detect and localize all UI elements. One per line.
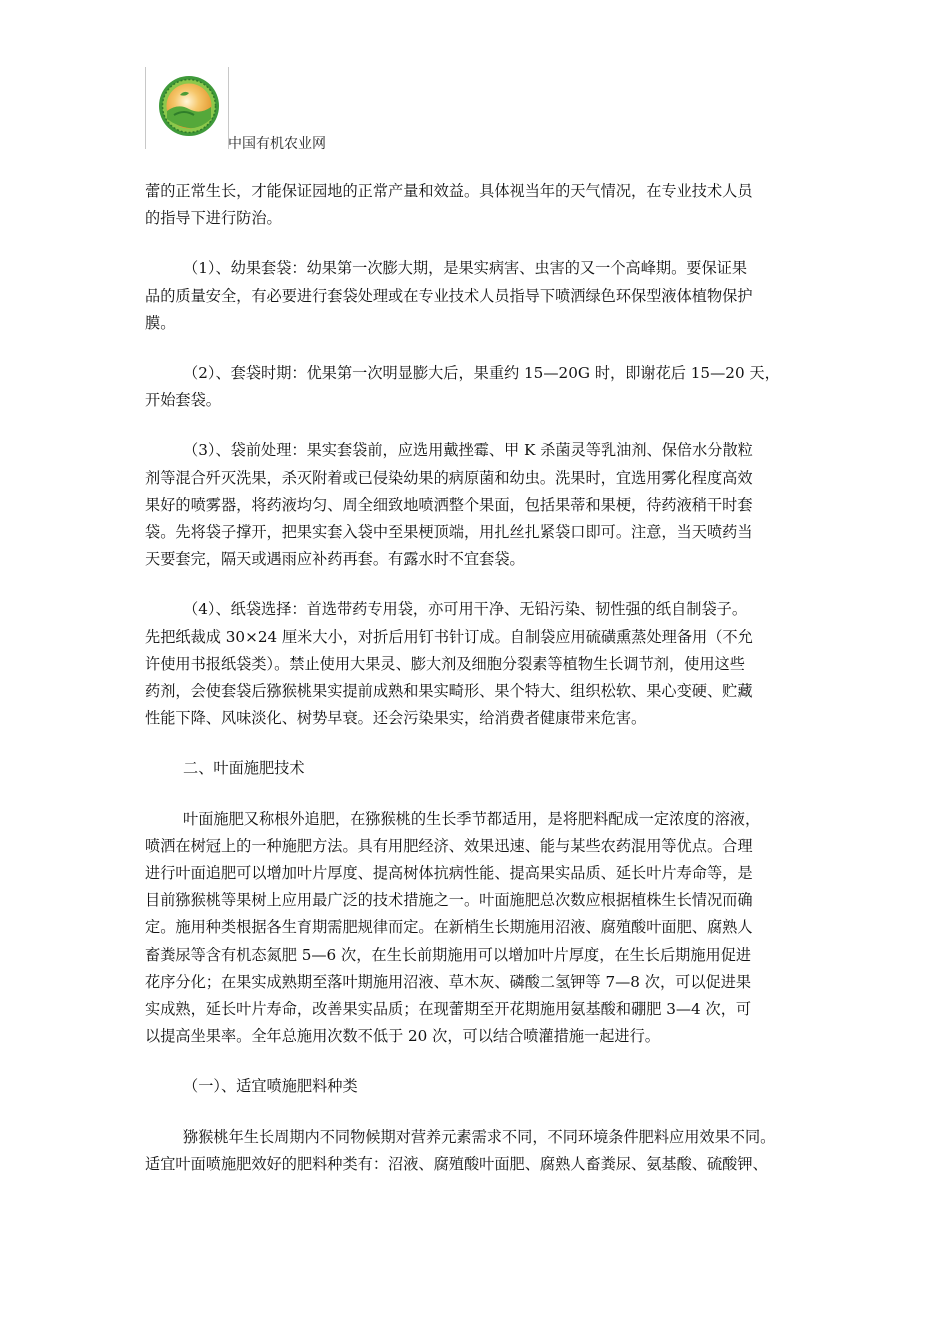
paragraph xyxy=(145,360,810,414)
paragraph-gap xyxy=(145,573,810,596)
text-line: 定。施用种类根据各生育期需肥规律而定。在新梢生长期施用沼液、腐殖酸叶面肥、腐熟人 xyxy=(145,918,753,937)
text-line: 袋。先将袋子撑开，把果实套入袋中至果梗顶端，用扎丝扎紧袋口即可。注意，当天喷药当 xyxy=(145,523,753,542)
text-line: （1）、幼果套袋：幼果第一次膨大期，是果实病害、虫害的又一个高峰期。要保证果 xyxy=(183,259,748,278)
text-line: 叶面施肥又称根外追肥，在猕猴桃的生长季节都适用，是将肥料配成一定浓度的溶液， xyxy=(183,809,761,828)
paragraph-gap xyxy=(145,1101,810,1124)
text-line: 进行叶面追肥可以增加叶片厚度、提高树体抗病性能、提高果实品质、延长叶片寿命等，是 xyxy=(145,864,753,883)
text-line: 剂等混合歼灭洗果，杀灭附着或已侵染幼果的病原菌和幼虫。洗果时，宜选用雾化程度高效 xyxy=(145,468,753,487)
text-line: 品的质量安全，有必要进行套袋处理或在专业技术人员指导下喷洒绿色环保型液体植物保护 xyxy=(145,286,753,305)
text-line: 猕猴桃年生长周期内不同物候期对营养元素需求不同，不同环境条件肥料应用效果不同。 xyxy=(183,1127,776,1146)
paragraph xyxy=(145,1124,810,1178)
text-line: 许使用书报纸袋类）。禁止使用大果灵、膨大剂及细胞分裂素等植物生长调节剂，使用这些 xyxy=(145,654,745,673)
text-line: 花序分化；在果实成熟期至落叶期施用沼液、草木灰、磷酸二氢钾等 7—8 次，可以促进果 xyxy=(145,972,752,991)
text-line: 畜粪尿等含有机态氮肥 5—6 次，在生长前期施用可以增加叶片厚度，在生长后期施用促进 xyxy=(145,945,752,964)
site-name: 中国有机农业网 xyxy=(228,136,326,152)
paragraph-gap xyxy=(145,337,810,360)
paragraph xyxy=(145,178,810,232)
paragraph xyxy=(145,437,810,573)
organic-agriculture-globe-logo-icon xyxy=(158,75,220,137)
text-line: 二、叶面施肥技术 xyxy=(183,759,305,778)
text-line: 适宜叶面喷施肥效好的肥料种类有：沼液、腐殖酸叶面肥、腐熟人畜粪尿、氨基酸、硫酸钾、 xyxy=(145,1154,768,1173)
text-line: （4）、纸袋选择：首选带药专用袋，亦可用干净、无铅污染、韧性强的纸自制袋子。 xyxy=(183,600,748,619)
text-line: （2）、套袋时期：优果第一次明显膨大后，果重约 15—20G 时，即谢花后 15—20 天， xyxy=(183,364,780,383)
text-line: 目前猕猴桃等果树上应用最广泛的技术措施之一。叶面施肥总次数应根据植株生长情况而确 xyxy=(145,891,753,910)
text-line: 药剂，会使套袋后猕猴桃果实提前成熟和果实畸形、果个特大、组织松软、果心变硬、贮藏 xyxy=(145,682,753,701)
paragraph-gap xyxy=(145,1050,810,1073)
text-line: 实成熟，延长叶片寿命，改善果实品质；在现蕾期至开花期施用氨基酸和硼肥 3—4 次，可 xyxy=(145,1000,752,1019)
text-line: 膜。 xyxy=(145,313,176,332)
text-line: 性能下降、风味淡化、树势早衰。还会污染果实，给消费者健康带来危害。 xyxy=(145,709,647,728)
paragraph xyxy=(145,255,810,337)
paragraph-gap xyxy=(145,732,810,755)
paragraph xyxy=(145,1073,810,1100)
text-line: 果好的喷雾器，将药液均匀、周全细致地喷洒整个果面，包括果蒂和果梗，待药液稍干时套 xyxy=(145,495,753,514)
paragraph xyxy=(145,806,810,1051)
document-body xyxy=(145,178,810,1178)
text-line: 喷洒在树冠上的一种施肥方法。具有用肥经济、效果迅速、能与某些农药混用等优点。合理 xyxy=(145,836,753,855)
text-line: 开始套袋。 xyxy=(145,391,221,410)
text-line: 以提高坐果率。全年总施用次数不低于 20 次，可以结合喷灌措施一起进行。 xyxy=(145,1027,660,1046)
text-line: （3）、袋前处理：果实套袋前，应选用戴挫霉、甲 K 杀菌灵等乳油剂、保倍水分散粒 xyxy=(183,441,753,460)
text-line: 蕾的正常生长，才能保证园地的正常产量和效益。具体视当年的天气情况，在专业技术人员 xyxy=(145,182,753,200)
paragraph-gap xyxy=(145,414,810,437)
header-logo-frame xyxy=(145,67,229,149)
paragraph xyxy=(145,755,810,782)
paragraph-gap xyxy=(145,783,810,806)
text-line: 先把纸裁成 30×24 厘米大小，对折后用钉书针订成。自制袋应用硫磺熏蒸处理备用（不允 xyxy=(145,627,753,646)
text-line: 天要套完，隔天或遇雨应补药再套。有露水时不宜套袋。 xyxy=(145,550,525,569)
text-line: 的指导下进行防治。 xyxy=(145,209,282,228)
paragraph xyxy=(145,596,810,732)
paragraph-gap xyxy=(145,232,810,255)
text-line: （一）、适宜喷施肥料种类 xyxy=(183,1077,358,1096)
